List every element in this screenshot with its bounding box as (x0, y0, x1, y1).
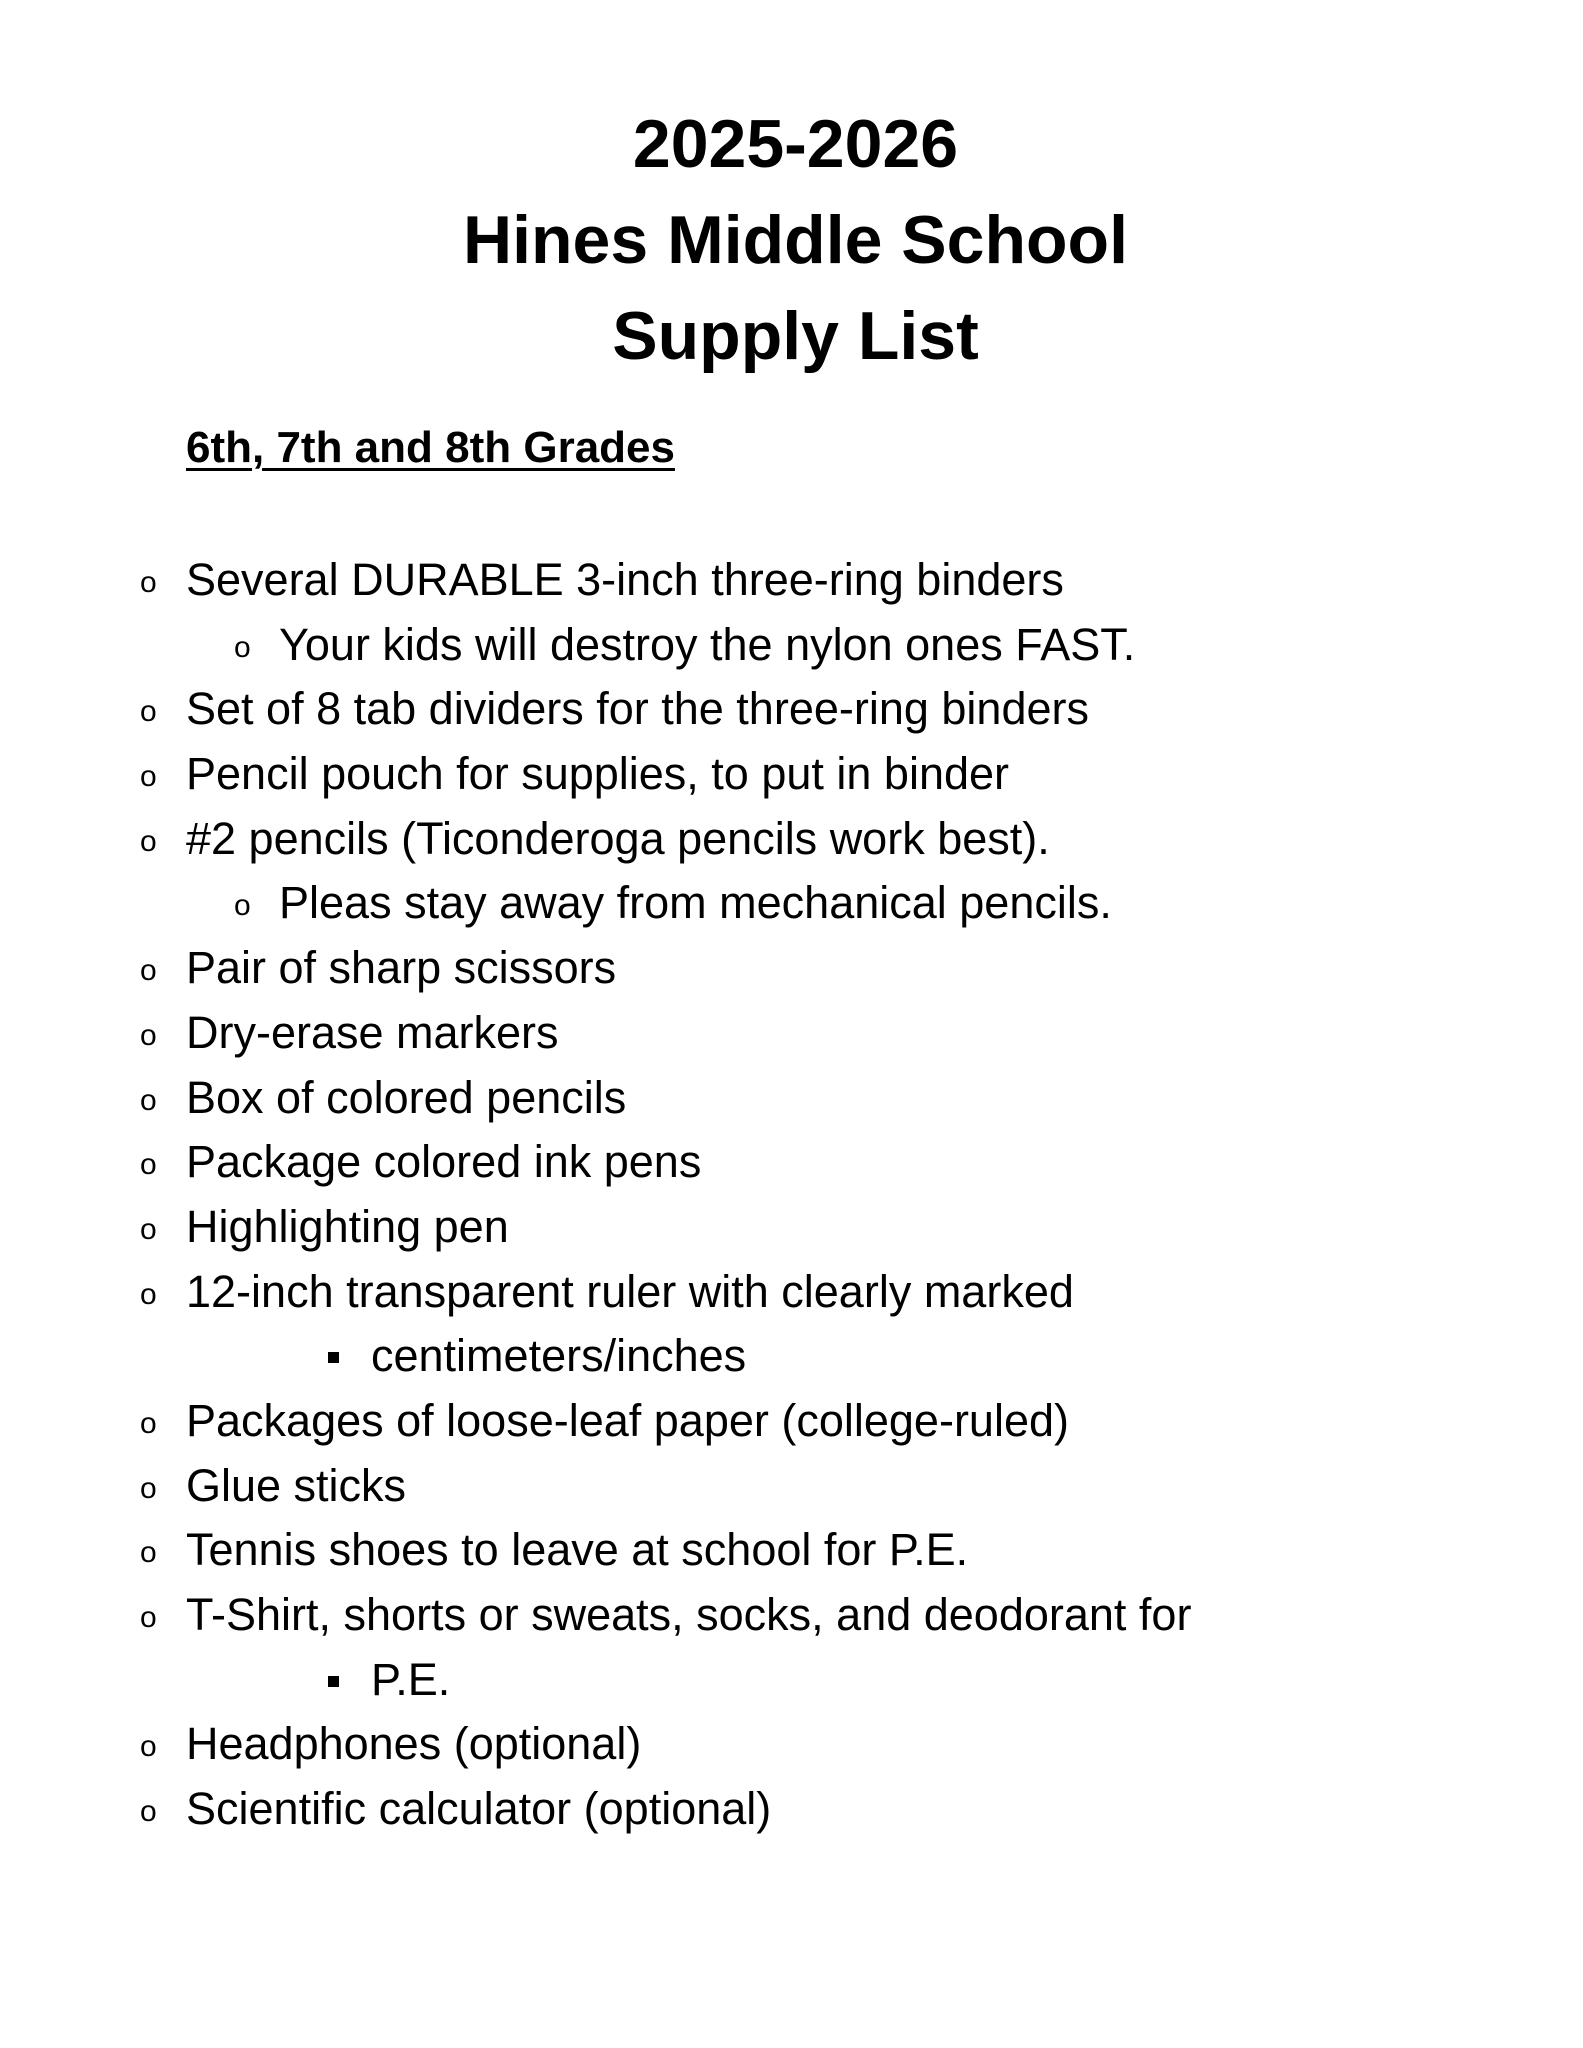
list-item-text: Pair of sharp scissors (186, 942, 617, 994)
list-item-text: Box of colored pencils (186, 1071, 627, 1123)
circle-bullet-icon: o (140, 566, 157, 599)
circle-bullet-icon: o (140, 1018, 157, 1052)
circle-bullet-icon: o (140, 1406, 157, 1440)
list-item-text: Highlighting pen (186, 1200, 509, 1252)
list-item-text: Pleas stay away from mechanical pencils. (279, 877, 1112, 929)
list-item (0, 742, 1583, 807)
list-item (0, 1389, 1583, 1454)
list-item-text: Set of 8 tab dividers for the three-ring binders (186, 683, 1089, 735)
list-item (0, 613, 1583, 678)
list-item-text: Your kids will destroy the nylon ones FAST. (279, 618, 1136, 670)
list-item-text: Dry-erase markers (186, 1006, 559, 1058)
circle-bullet-icon: o (140, 1277, 157, 1311)
supply-list (0, 548, 1583, 1842)
circle-bullet-icon: o (140, 760, 157, 794)
square-bullet-icon (328, 1676, 339, 1687)
list-item (0, 1777, 1583, 1842)
list-item (0, 1454, 1583, 1519)
list-item (0, 1066, 1583, 1131)
list-item-text: 12-inch transparent ruler with clearly marked (186, 1265, 1074, 1317)
list-item (0, 1583, 1583, 1648)
circle-bullet-icon: o (234, 889, 251, 923)
circle-bullet-icon: o (140, 824, 157, 858)
list-item (0, 1130, 1583, 1195)
grades-heading: 6th, 7th and 8th Grades (186, 423, 675, 472)
list-item-text: Glue sticks (186, 1459, 407, 1511)
list-item-text: Package colored ink pens (186, 1136, 702, 1188)
list-item-text: centimeters/inches (371, 1330, 747, 1382)
list-item (0, 936, 1583, 1001)
list-item (0, 1712, 1583, 1777)
title-block (0, 96, 1583, 384)
circle-bullet-icon: o (140, 1471, 157, 1505)
list-item (0, 1195, 1583, 1260)
page-title: Supply List (612, 298, 979, 374)
list-item (0, 1324, 1583, 1389)
circle-bullet-icon: o (140, 1730, 157, 1764)
square-bullet-icon (328, 1352, 339, 1363)
circle-bullet-icon: o (140, 1148, 157, 1182)
list-item-text: T-Shirt, shorts or sweats, socks, and deodorant for (186, 1589, 1192, 1640)
school-year: 2025-2026 (632, 106, 959, 182)
list-item (0, 871, 1583, 936)
school-name: Hines Middle School (463, 202, 1128, 278)
circle-bullet-icon: o (234, 630, 251, 664)
circle-bullet-icon: o (140, 1536, 157, 1570)
circle-bullet-icon: o (140, 1795, 157, 1829)
circle-bullet-icon: o (140, 1601, 157, 1634)
circle-bullet-icon: o (140, 1212, 157, 1246)
list-item-text: Several DURABLE 3-inch three-ring binders (186, 554, 1064, 605)
list-item (0, 677, 1583, 742)
circle-bullet-icon: o (140, 1083, 157, 1117)
list-item (0, 1518, 1583, 1583)
list-item-text: Packages of loose-leaf paper (college-ruled) (186, 1394, 1069, 1446)
list-item (0, 1001, 1583, 1066)
list-item (0, 1260, 1583, 1325)
list-item-text: Tennis shoes to leave at school for P.E. (186, 1524, 969, 1576)
list-item (0, 548, 1583, 613)
list-item-text: #2 pencils (Ticonderoga pencils work best). (186, 812, 1050, 864)
circle-bullet-icon: o (140, 954, 157, 988)
list-item-text: Headphones (optional) (186, 1718, 642, 1770)
list-item-text: Pencil pouch for supplies, to put in binder (186, 748, 1010, 800)
list-item-text: P.E. (371, 1653, 451, 1705)
list-item (0, 1648, 1583, 1713)
circle-bullet-icon: o (140, 695, 157, 729)
list-item (0, 807, 1583, 872)
list-item-text: Scientific calculator (optional) (186, 1783, 772, 1835)
